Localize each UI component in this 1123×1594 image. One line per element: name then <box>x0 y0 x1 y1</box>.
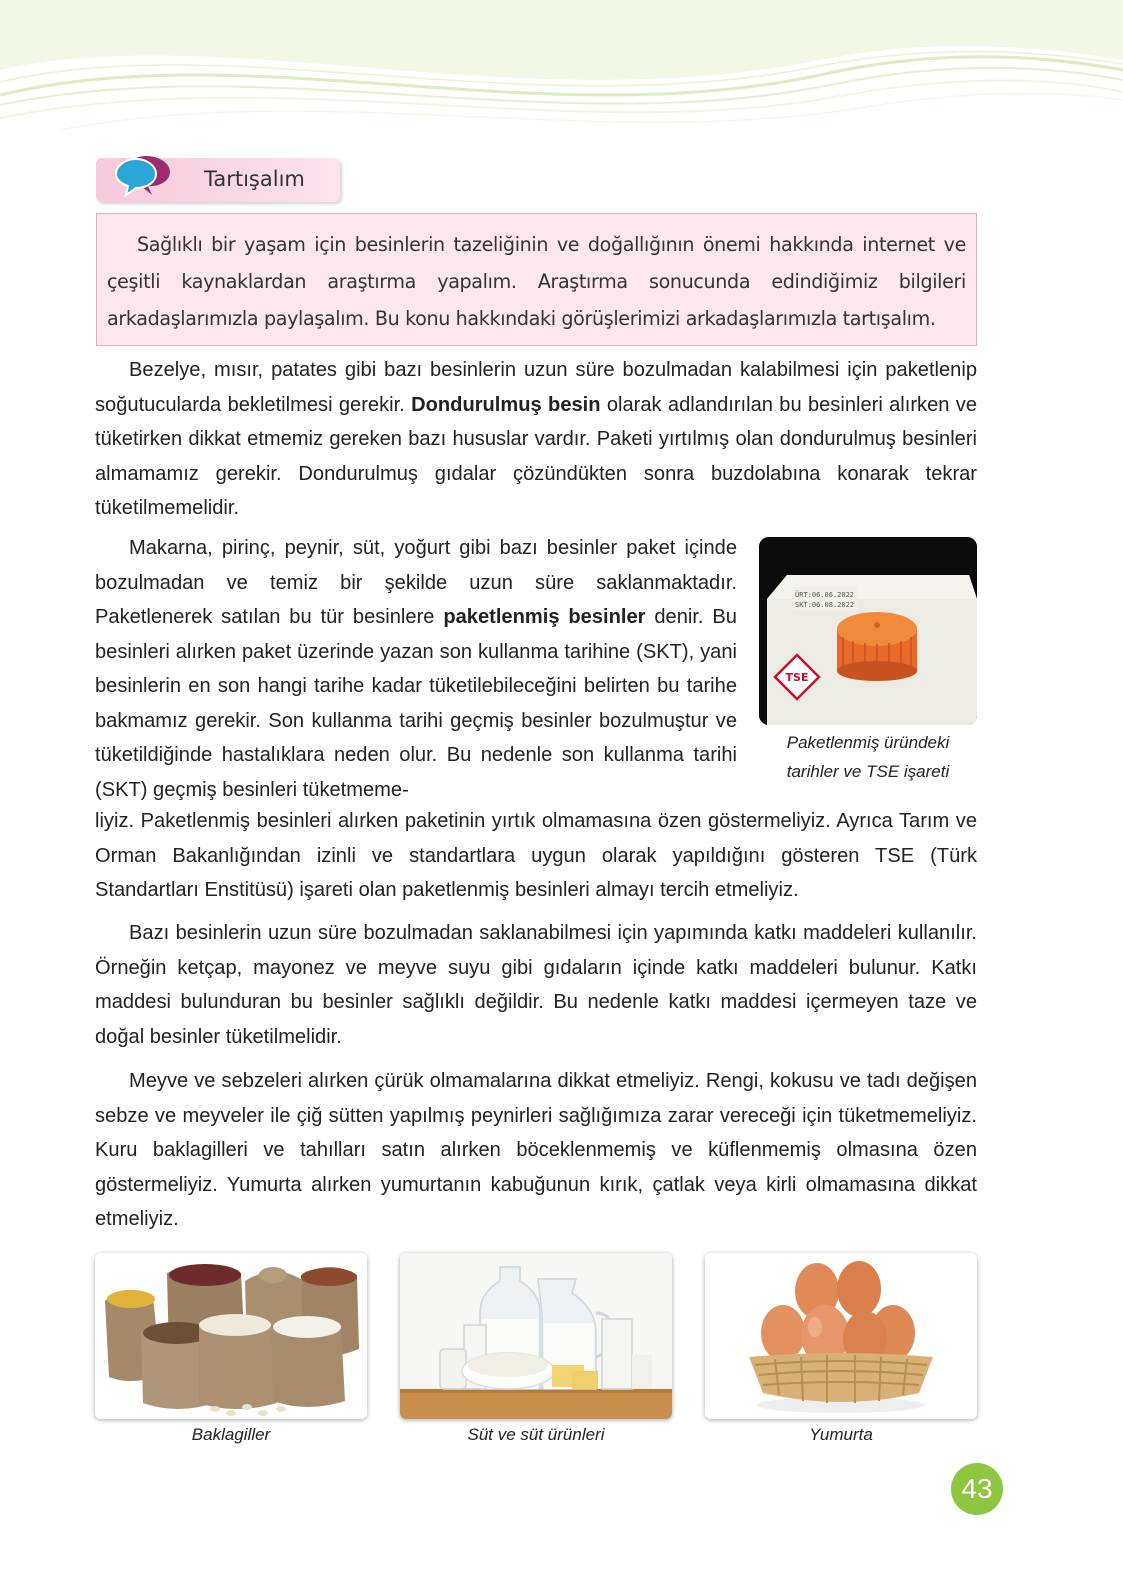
photo-caption-dairy: Süt ve süt ürünleri <box>467 1425 605 1444</box>
expiry-date-label: SKT:06.08.2022 <box>795 601 855 609</box>
legume-sacks-illustration <box>95 1253 367 1419</box>
discussion-header <box>96 158 340 202</box>
photo-caption-legumes: Baklagiller <box>191 1425 271 1444</box>
tse-logo-text: TSE <box>785 671 809 684</box>
caption-line: tarihler ve TSE işareti <box>786 762 950 781</box>
term-frozen-food: Dondurulmuş besin <box>411 393 601 416</box>
discussion-title: Tartışalım <box>204 167 305 191</box>
caption-line: Paketlenmiş üründeki <box>786 733 950 752</box>
package-photo-caption <box>759 728 977 786</box>
photo-eggs <box>705 1253 977 1419</box>
paragraph-text: Makarna, pirinç, peynir, süt, yoğurt gibi bazı besinler paket içinde bozulmadan ve temiz bir şekilde uzun süre saklanmaktadır. Paketlenerek satılan bu tür besinlere <box>95 537 737 628</box>
paragraph-packaged-foods-continued <box>95 804 977 908</box>
paragraph-text: Meyve ve sebzeleri alırken çürük olmamalarına dikkat etmeliyiz. Rengi, kokusu ve tadı değişen sebze ve meyveler ile çiğ sütten yapılmış peynirleri sağlığımıza zarar vereceği için tüketmemeliyiz. Kuru baklagilleri ve tahılları satın alırken böceklenmemiş ve küflenmemiş olmasına özen göstermeliyiz. Yumurta alırken yumurtanın kabuğunun kırık, çatlak veya kirli olmamasına dikkat etmeliyiz. <box>95 1070 977 1230</box>
header-waves-decoration <box>0 0 1123 150</box>
production-date-label: ÜRT:06.06.2022 <box>795 591 855 599</box>
paragraph-additives <box>95 916 977 1054</box>
milk-carton-illustration <box>759 537 977 725</box>
paragraph-text: denir. Bu besinleri alırken paket üzerinde yazan son kullanma tarihine (SKT), yani besinlerin en son hangi tarihe kadar tüketilebileceğini belirten bu tarihe bakmamız gerekir. Son kullanma tarihi geçmiş besinler bozulmuştur ve tüketildiğinde hastalıklara neden olur. Bu nedenle son kullanma tarihi (SKT) geçmiş besinleri tüketmeme- <box>95 606 737 801</box>
paragraph-fresh-produce <box>95 1064 977 1237</box>
paragraph-text: Bazı besinlerin uzun süre bozulmadan saklanabilmesi için yapımında katkı maddeleri kullanılır. Örneğin ketçap, mayonez ve meyve suyu gibi gıdaların içinde katkı maddeleri bulunur. Katkı maddesi bulunduran bu besinler sağlıklı değildir. Bu nedenle katkı maddesi içermeyen taze ve doğal besinler tüketilmelidir. <box>95 922 977 1048</box>
paragraph-text: Bezelye, mısır, patates gibi bazı besinlerin uzun süre bozulmadan kalabilmesi için paketlenip soğutucularda bekletilmesi gerekir. <box>95 359 977 416</box>
photo-caption-eggs: Yumurta <box>809 1425 873 1444</box>
package-photo <box>759 537 977 725</box>
discussion-box <box>96 213 977 346</box>
term-packaged-food: paketlenmiş besinler <box>443 606 646 628</box>
paragraph-frozen-foods <box>95 353 977 526</box>
eggs-basket-illustration <box>705 1253 977 1419</box>
paragraph-packaged-foods <box>95 531 737 807</box>
dairy-products-illustration <box>400 1253 672 1419</box>
page-number: 43 <box>951 1463 1003 1515</box>
paragraph-text: olarak adlandırılan bu besinleri alırken ve tüketirken dikkat etmemiz gereken bazı hususlar vardır. Paketi yırtılmış olan dondurulmuş besinleri almamamız gerekir. Dondurulmuş gıdalar çözündükten sonra buzdolabına konarak tekrar tüketilmemelidir. <box>95 393 977 519</box>
photo-legumes <box>95 1253 367 1419</box>
discussion-text: Sağlıklı bir yaşam için besinlerin tazeliğinin ve doğallığının önemi hakkında internet ve çeşitli kaynaklardan araştırma yapalım. Araştırma sonucunda edindiğimiz bilgileri arkadaşlarımızla paylaşalım. Bu konu hakkındaki görüşlerimizi arkadaşlarımızla tartışalım. <box>107 233 966 330</box>
speech-bubbles-icon <box>112 152 176 198</box>
photo-dairy <box>400 1253 672 1419</box>
paragraph-text: liyiz. Paketlenmiş besinleri alırken paketinin yırtık olmamasına özen göstermeliyiz. Ayrıca Tarım ve Orman Bakanlığından izinli ve standartlara uygun olarak yapıldığını gösteren TSE (Türk Standartları Enstitüsü) işareti olan paketlenmiş besinleri almayı tercih etmeliyiz. <box>95 810 977 901</box>
